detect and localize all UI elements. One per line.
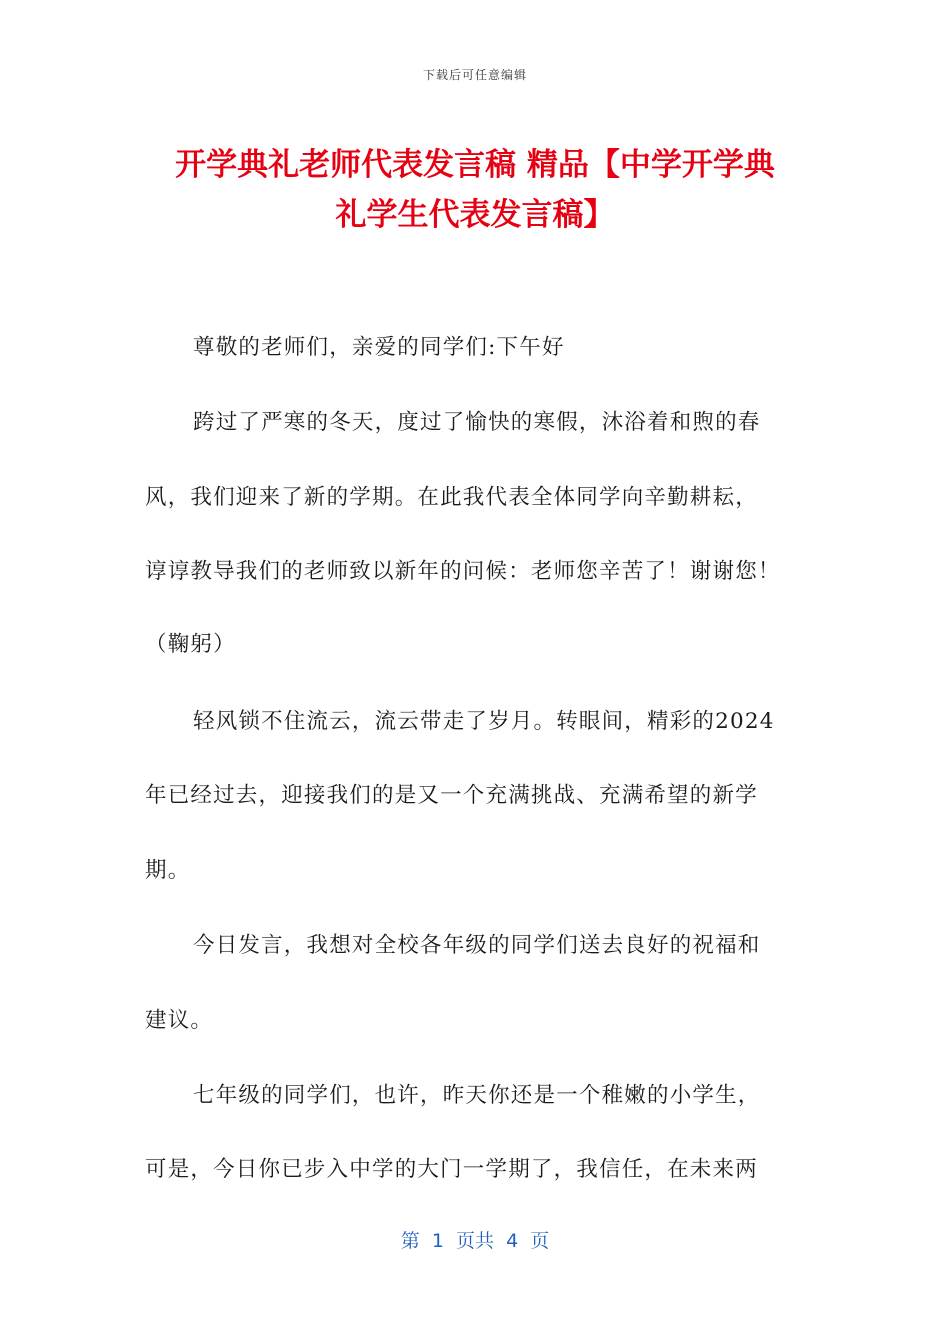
download-note: 下载后可任意编辑 (422, 68, 527, 82)
document-title (145, 140, 805, 240)
body-line: 风，我们迎来了新的学期。在此我代表全体同学向辛勤耕耘， (145, 485, 758, 510)
body-line: 今日发言，我想对全校各年级的同学们送去良好的祝福和 (193, 933, 761, 958)
title-line-1: 开学典礼老师代表发言稿 精品【中学开学典 (175, 147, 775, 183)
body-line: 建议。 (145, 1008, 214, 1033)
page-number: 第 1 页共 4 页 (400, 1230, 550, 1252)
body-line: 谆谆教导我们的老师致以新年的问候：老师您辛苦了！谢谢您！ (145, 559, 781, 584)
body-line: 跨过了严寒的冬天，度过了愉快的寒假，沐浴着和煦的春 (193, 410, 761, 435)
body-line: 七年级的同学们，也许，昨天你还是一个稚嫩的小学生， (193, 1083, 761, 1108)
body-line: 轻风锁不住流云，流云带走了岁月。转眼间，精彩的2024 (193, 709, 775, 734)
title-line-2: 礼学生代表发言稿】 (335, 197, 615, 233)
body-line: 期。 (145, 858, 191, 883)
body-line: （鞠躬） (145, 632, 236, 657)
body-line: 尊敬的老师们，亲爱的同学们:下午好 (193, 335, 565, 360)
body-line: 可是，今日你已步入中学的大门一学期了，我信任，在未来两 (145, 1157, 758, 1182)
body-line: 年已经过去，迎接我们的是又一个充满挑战、充满希望的新学 (145, 783, 758, 808)
